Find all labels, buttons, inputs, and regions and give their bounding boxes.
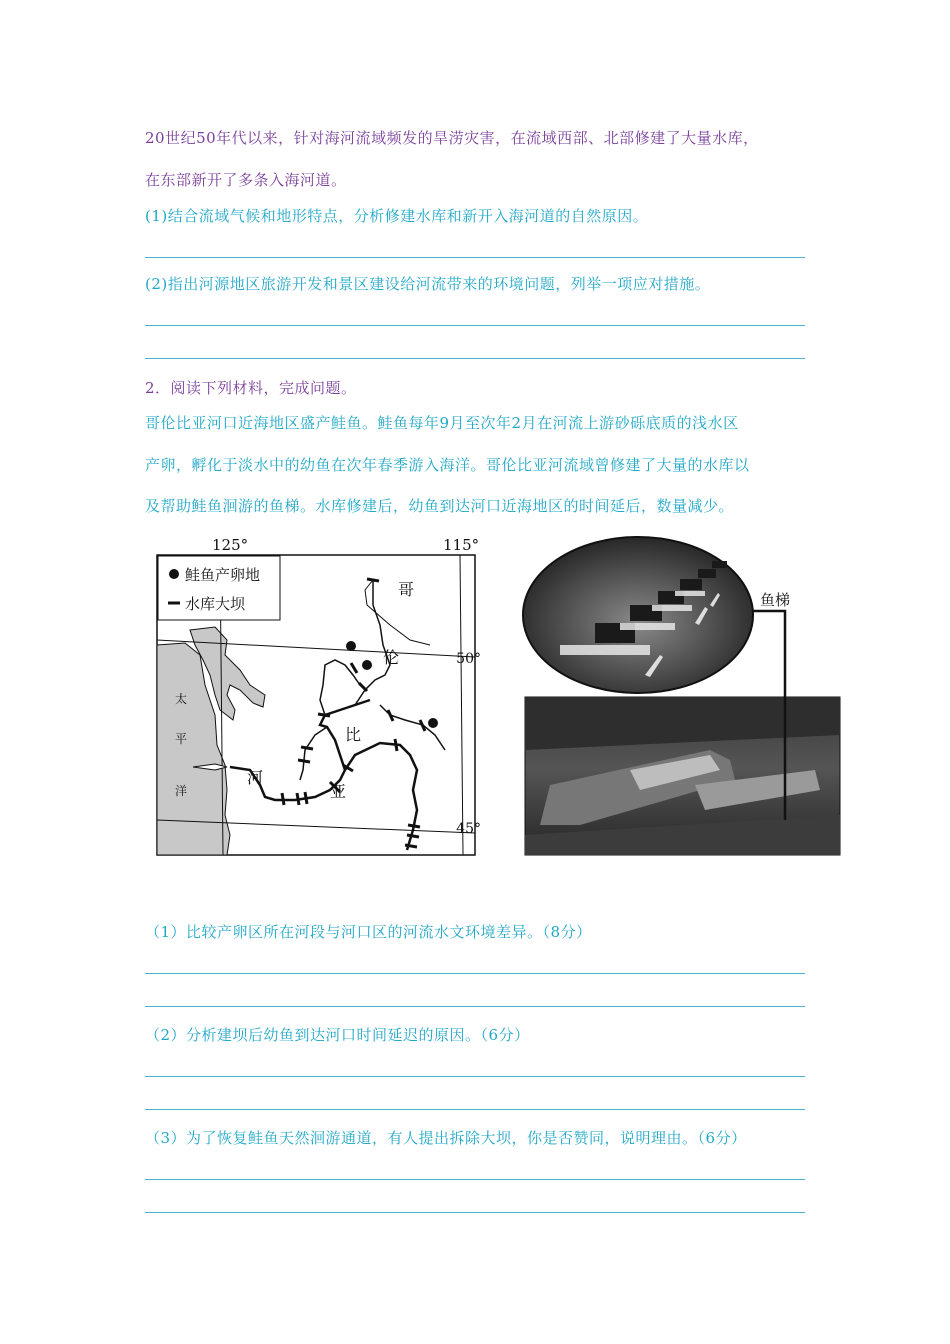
lon-label-125: 125° xyxy=(212,536,249,554)
legend-spawn-label: 鲑鱼产卵地 xyxy=(185,566,261,584)
q2-material-line-2: 产卵，孵化于淡水中的幼鱼在次年春季游入海洋。哥伦比亚河流域曾修建了大量的水库以 xyxy=(145,456,750,474)
river-label-lun: 伦 xyxy=(383,648,400,667)
q2-material-line-3: 及帮助鲑鱼洄游的鱼梯。水库修建后，幼鱼到达河口近海地区的时间延后，数量减少。 xyxy=(145,497,735,515)
spawn-site xyxy=(428,718,438,728)
answer-line[interactable] xyxy=(145,973,805,974)
answer-line[interactable] xyxy=(145,1212,805,1213)
q1-sub2: (2)指出河源地区旅游开发和景区建设给河流带来的环境问题，列举一项应对措施。 xyxy=(145,275,711,293)
q2-material-line-1: 哥伦比亚河口近海地区盛产鲑鱼。鲑鱼每年9月至次年2月在河流上游砂砾底质的浅水区 xyxy=(145,414,739,432)
lat-label-45: 45° xyxy=(456,821,481,837)
answer-line[interactable] xyxy=(145,257,805,258)
answer-line[interactable] xyxy=(145,1076,805,1077)
ocean-label-ping: 平 xyxy=(175,732,188,746)
lat-label-50: 50° xyxy=(456,651,481,667)
answer-line[interactable] xyxy=(145,1179,805,1180)
q1-sub1: (1)结合流域气候和地形特点，分析修建水库和新开入海河道的自然原因。 xyxy=(145,207,649,225)
q2-sub3: （3）为了恢复鲑鱼天然洄游通道，有人提出拆除大坝，你是否赞同，说明理由。（6分） xyxy=(145,1129,747,1147)
ocean-label-tai: 太 xyxy=(175,692,188,706)
river-label-ya: 亚 xyxy=(330,782,347,801)
dam-photo-figure xyxy=(520,535,850,865)
spawn-site xyxy=(346,641,356,651)
q2-sub2: （2）分析建坝后幼鱼到达河口时间延迟的原因。（6分） xyxy=(145,1026,530,1044)
answer-line[interactable] xyxy=(145,325,805,326)
lon-label-115: 115° xyxy=(443,536,480,554)
spawn-legend-dot xyxy=(169,569,179,579)
river-label-ge: 哥 xyxy=(398,580,415,599)
answer-line[interactable] xyxy=(145,1109,805,1110)
spawn-site xyxy=(362,660,372,670)
intro-line-1: 20世纪50年代以来，针对海河流域频发的旱涝灾害，在流域西部、北部修建了大量水库， xyxy=(145,129,759,147)
answer-line[interactable] xyxy=(145,358,805,359)
fish-ladder-label: 鱼梯 xyxy=(760,591,791,609)
ocean-label-yang: 洋 xyxy=(175,784,188,798)
river-label-he: 河 xyxy=(247,768,264,787)
q2-sub1: （1）比较产卵区所在河段与河口区的河流水文环境差异。（8分） xyxy=(145,923,592,941)
intro-line-2: 在东部新开了多条入海河道。 xyxy=(145,171,347,189)
answer-line[interactable] xyxy=(145,1006,805,1007)
river-label-bi: 比 xyxy=(345,725,362,744)
q2-heading: 2．阅读下列材料，完成问题。 xyxy=(145,379,357,397)
legend-dam-label: 水库大坝 xyxy=(185,595,246,613)
columbia-river-map xyxy=(155,535,485,865)
